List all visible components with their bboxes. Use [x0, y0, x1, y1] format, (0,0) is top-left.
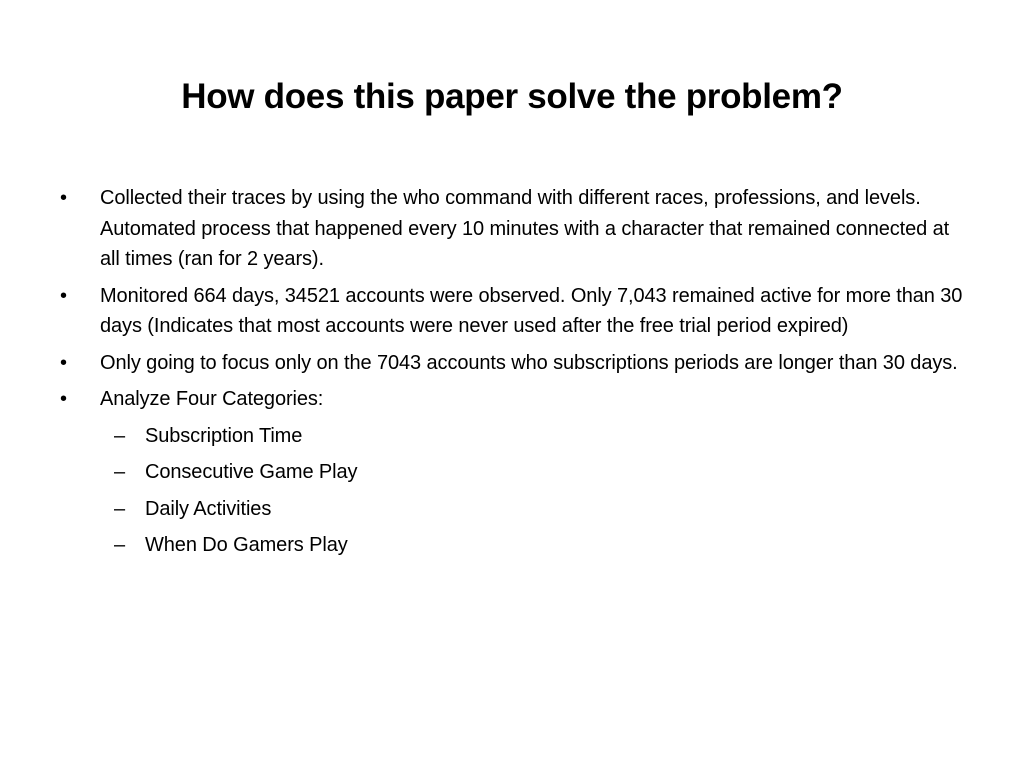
- bullet-text: Analyze Four Categories:: [100, 388, 324, 410]
- sub-bullet-list: [100, 421, 970, 561]
- sub-bullet-item: [100, 530, 970, 561]
- bullet-list: [60, 183, 970, 567]
- sub-bullet-text: When Do Gamers Play: [145, 534, 348, 556]
- sub-bullet-text: Daily Activities: [145, 497, 272, 520]
- sub-bullet-item: [100, 457, 970, 488]
- bullet-item: [60, 183, 970, 275]
- dash-marker-icon: –: [114, 461, 126, 483]
- bullet-marker-icon: •: [60, 351, 67, 374]
- sub-bullet-text: Consecutive Game Play: [145, 461, 358, 483]
- bullet-text: Collected their traces by using the who command with different races, professions, and levels. Automated process that happened every 10 minutes with a character that remained connected at all times (ran for 2 years).: [100, 187, 950, 270]
- bullet-text: Monitored 664 days, 34521 accounts were observed. Only 7,043 remained active for more than 30 days (Indicates that most accounts were never used after the free trial period expired): [100, 284, 963, 337]
- bullet-text: Only going to focus only on the 7043 accounts who subscriptions periods are longer than 30 days.: [100, 351, 958, 374]
- sub-bullet-item: [100, 421, 970, 452]
- bullet-item: [60, 384, 970, 561]
- dash-marker-icon: –: [114, 424, 126, 447]
- dash-marker-icon: –: [114, 497, 126, 520]
- bullet-marker-icon: •: [60, 388, 67, 410]
- bullet-item: [60, 348, 970, 379]
- bullet-marker-icon: •: [60, 284, 67, 307]
- bullet-marker-icon: •: [60, 187, 67, 209]
- slide-title: How does this paper solve the problem?: [181, 77, 843, 116]
- sub-bullet-text: Subscription Time: [145, 424, 303, 447]
- dash-marker-icon: –: [114, 534, 126, 556]
- bullet-item: [60, 281, 970, 342]
- sub-bullet-item: [100, 494, 970, 525]
